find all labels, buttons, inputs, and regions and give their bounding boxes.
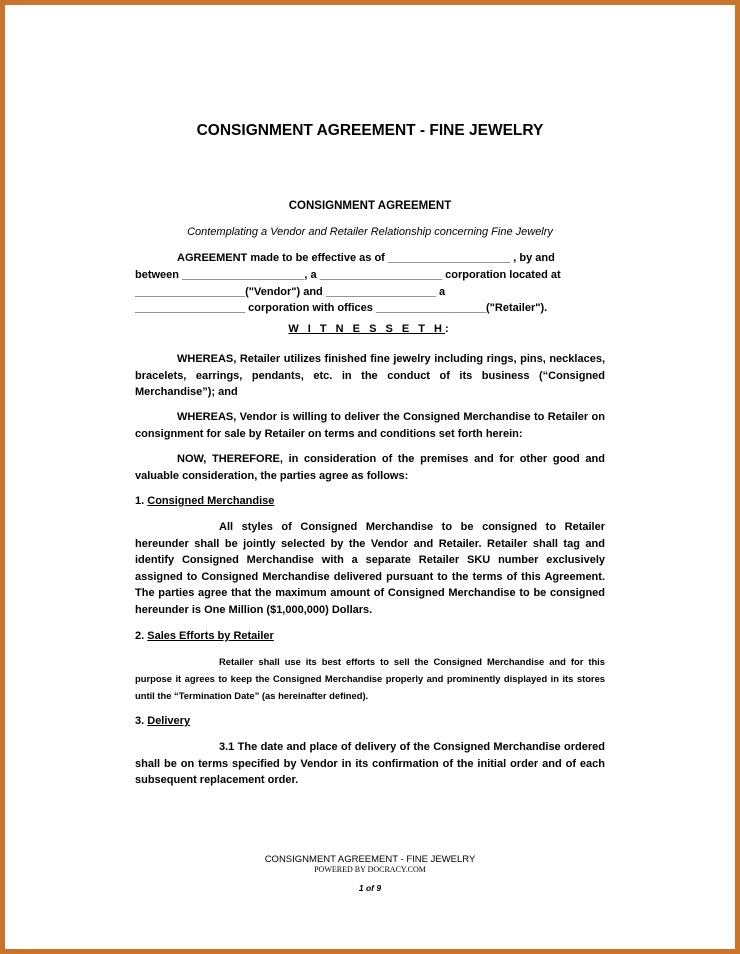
whereas-clause-1: WHEREAS, Retailer utilizes finished fine jewelry including rings, pins, necklaces, bracelets, earrings, pendants, etc. in the conduct of its business (“Consigned Merchandise”); and (135, 353, 605, 398)
section-2-heading (135, 630, 274, 642)
now-therefore-clause: NOW, THEREFORE, in consideration of the premises and for other good and valuable consideration, the parties agree as follows: (135, 453, 605, 482)
section-1-heading (135, 495, 274, 507)
section-3-title: Delivery (147, 715, 191, 727)
document-page (5, 5, 735, 949)
parties-line-2: between ____________________, a ____________________ corporation located at (135, 269, 561, 281)
footer-title: CONSIGNMENT AGREEMENT - FINE JEWELRY (264, 854, 476, 865)
section-3-body: 3.1 The date and place of delivery of the Consigned Merchandise ordered shall be on terms specified by Vendor in its confirmation of the initial order and of each subsequent replacement order. (135, 741, 605, 786)
footer-powered-by: POWERED BY DOCRACY.COM (314, 865, 426, 874)
section-2-body: Retailer shall use its best efforts to sell the Consigned Merchandise and for this purpose it agrees to keep the Consigned Merchandise properly and prominently displayed in its stores until the “Termination Date” (as hereinafter defined). (135, 656, 605, 701)
witnesseth-heading (5, 323, 735, 335)
section-3-heading (135, 715, 190, 727)
parties-line-4: __________________ corporation with offices __________________("Retailer"). (135, 302, 548, 314)
section-2-title: Sales Efforts by Retailer (147, 630, 274, 642)
document-title: CONSIGNMENT AGREEMENT - FINE JEWELRY (196, 122, 544, 139)
page-number: 1 of 9 (358, 883, 382, 893)
witnesseth-text: W I T N E S S E T H (288, 323, 445, 335)
witnesseth-colon: : (444, 323, 452, 335)
section-2-number: 2. (135, 630, 145, 642)
parties-line-3: __________________("Vendor") and __________________ a (135, 286, 446, 298)
agreement-tagline: Contemplating a Vendor and Retailer Relationship concerning Fine Jewelry (187, 226, 553, 238)
whereas-clause-2: WHEREAS, Vendor is willing to deliver the Consigned Merchandise to Retailer on consignment for sale by Retailer on terms and conditions set forth herein: (135, 411, 605, 440)
parties-line-1: AGREEMENT made to be effective as of ____________________ , by and (177, 252, 555, 264)
section-1-body: All styles of Consigned Merchandise to be consigned to Retailer hereunder shall be jointly selected by the Vendor and Retailer. Retailer shall tag and identify Consigned Merchandise with a separate Retailer SKU number exclusively assigned to Consigned Merchandise delivered pursuant to the terms of this Agreement. The parties agree that the maximum amount of Consigned Merchandise to be consigned hereunder is One Million ($1,000,000) Dollars. (135, 521, 605, 616)
section-1-title: Consigned Merchandise (147, 495, 275, 507)
agreement-subtitle: CONSIGNMENT AGREEMENT (288, 200, 452, 212)
section-1-number: 1. (135, 495, 145, 507)
section-3-number: 3. (135, 715, 145, 727)
